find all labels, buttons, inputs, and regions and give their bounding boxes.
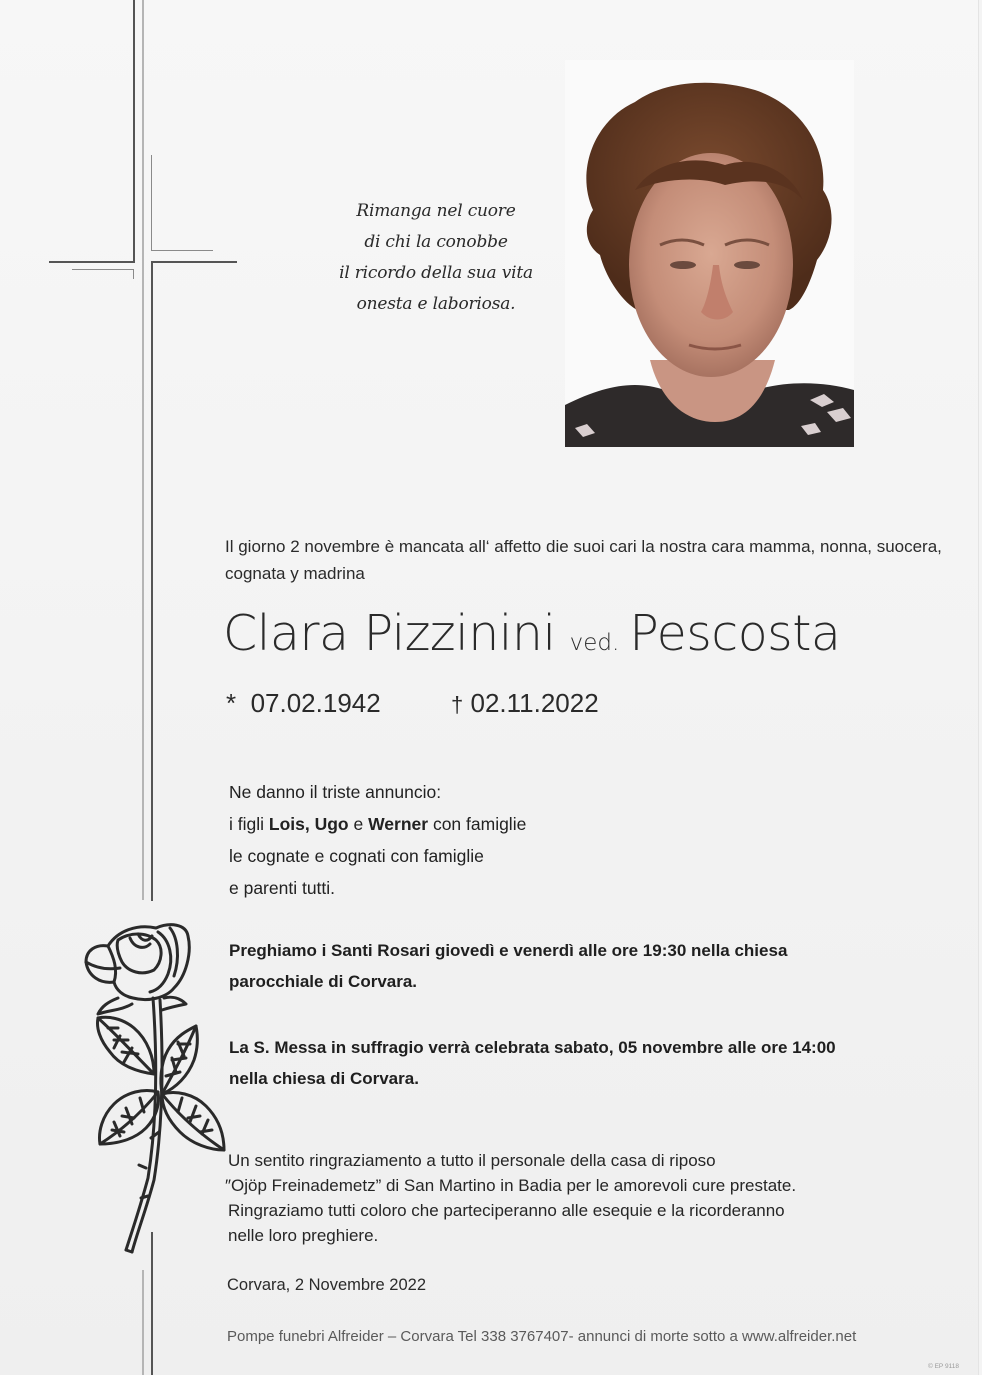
funeral-home-footer: Pompe funebri Alfreider – Corvara Tel 338 3767407- annunci di morte sotto a www.alfreider.net xyxy=(227,1328,857,1345)
mourners-inlaws: le cognate e cognati con famiglie xyxy=(229,846,484,866)
thanks-line: ″Ojöp Freinademetz” di San Martino in Badia per le amorevoli cure prestate. xyxy=(225,1176,797,1195)
thanks-paragraph xyxy=(225,1148,888,1248)
portrait-image xyxy=(565,60,854,447)
children-prefix: i figli xyxy=(229,814,269,834)
cross-line xyxy=(72,269,133,270)
widow-label: ved. xyxy=(569,630,620,656)
child-name: Werner xyxy=(368,814,429,834)
birth-date xyxy=(226,688,451,719)
cross-line xyxy=(142,1270,144,1375)
cross-line xyxy=(151,250,213,251)
children-suffix: con famiglie xyxy=(428,814,527,834)
mourners-children xyxy=(229,808,526,840)
quote-line: il ricordo della sua vita xyxy=(339,263,533,283)
birth-date-value: 07.02.1942 xyxy=(250,688,381,718)
cross-line xyxy=(133,269,134,279)
mass-info: La S. Messa in suffragio verrà celebrata sabato, 05 novembre alle ore 14:00 nella chiesa di Corvara. xyxy=(229,1038,836,1088)
death-date xyxy=(451,688,599,718)
birth-star-icon: * xyxy=(226,688,237,718)
place-date: Corvara, 2 Novembre 2022 xyxy=(227,1276,427,1294)
mourners-relatives: e parenti tutti. xyxy=(229,878,336,898)
cross-line xyxy=(133,0,135,263)
child-name: Ugo xyxy=(314,814,349,834)
memorial-quote xyxy=(318,196,554,320)
rose-icon xyxy=(78,918,238,1258)
life-dates xyxy=(226,688,599,719)
child-name: Lois, xyxy=(268,814,310,834)
cross-line xyxy=(151,261,153,901)
cross-line xyxy=(142,0,144,900)
death-date-value: 02.11.2022 xyxy=(470,688,599,718)
conjunction: e xyxy=(348,814,369,834)
mourners-list xyxy=(229,776,526,904)
quote-line: di chi la conobbe xyxy=(364,232,508,252)
thanks-line: nelle loro preghiere. xyxy=(228,1226,379,1245)
cross-line xyxy=(151,155,152,251)
deceased-first-names: Clara Pizzinini xyxy=(223,605,556,662)
deceased-name xyxy=(223,605,840,662)
announcement-intro: Il giorno 2 novembre è mancata all‘ affetto die suoi cari la nostra cara mamma, nonna, suocera, cognata y madrina xyxy=(225,537,942,583)
cross-line xyxy=(49,261,134,263)
quote-line: onesta e laboriosa. xyxy=(356,294,516,314)
quote-line: Rimanga nel cuore xyxy=(356,201,516,221)
portrait-photo xyxy=(565,60,854,447)
thanks-line: Un sentito ringraziamento a tutto il personale della casa di riposo xyxy=(228,1151,716,1170)
deceased-married-name: Pescosta xyxy=(629,605,841,662)
print-code: © EP 9118 xyxy=(928,1363,959,1370)
cross-line xyxy=(151,261,237,263)
thanks-line: Ringraziamo tutti coloro che parteciperanno alle esequie e la ricorderanno xyxy=(228,1201,785,1220)
death-cross-icon: † xyxy=(451,692,464,717)
rosary-info: Preghiamo i Santi Rosari giovedì e venerdì alle ore 19:30 nella chiesa parocchiale di Corvara. xyxy=(229,941,788,991)
mourners-heading: Ne danno il triste annuncio: xyxy=(229,782,442,802)
